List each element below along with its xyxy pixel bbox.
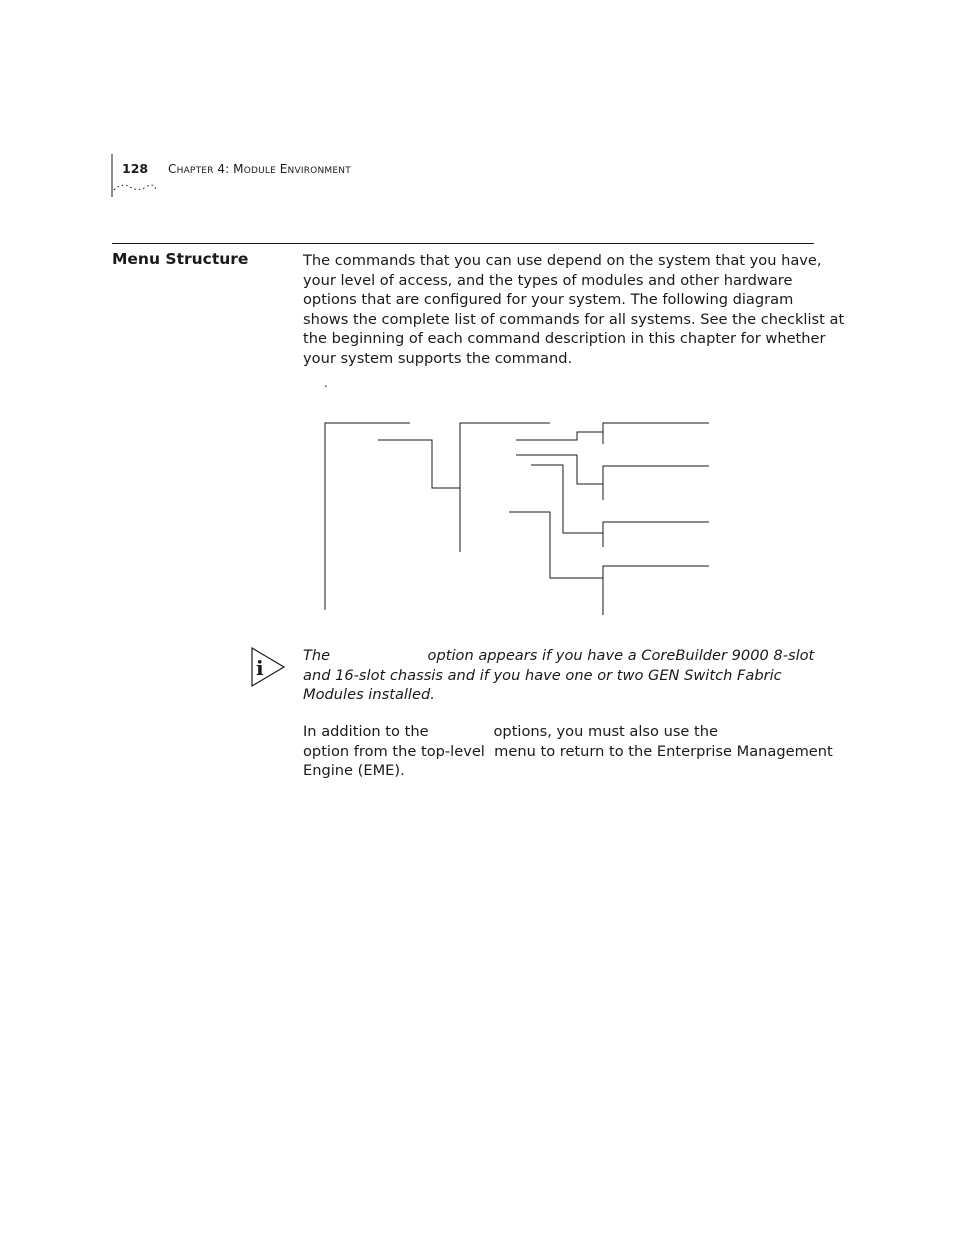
tree-connector [325, 423, 410, 610]
tree-connector [603, 466, 709, 500]
page-number: 128 [122, 161, 149, 176]
tree-connector [509, 512, 603, 578]
intro-line: The commands that you can use depend on the system that you have, [303, 252, 822, 269]
tree-connector [516, 455, 603, 484]
paragraph-line: In addition to the options, you must also use the [303, 723, 718, 740]
intro-line: the beginning of each command description in this chapter for whether [303, 330, 826, 348]
note-line: The option appears if you have a CoreBuilder 9000 8-slot [303, 647, 815, 664]
intro-line: options that are configured for your system. The following diagram [303, 291, 794, 309]
running-head: CHAPTER 4: MODULE ENVIRONMENT [168, 162, 351, 176]
diagram-dot: . [324, 376, 328, 390]
eme-paragraph [303, 722, 833, 781]
section-title: Menu Structure [112, 250, 249, 268]
intro-line: shows the complete list of commands for all systems. See the checklist at [303, 310, 845, 328]
note-line: and 16-slot chassis and if you have one or two GEN Switch Fabric [303, 666, 782, 684]
tree-connector [531, 465, 603, 533]
info-icon [250, 646, 286, 688]
paragraph-line: option from the top-level menu to return to the Enterprise Management [303, 742, 833, 760]
note-text [303, 646, 815, 705]
tree-connector [603, 423, 709, 444]
tree-connector [603, 522, 709, 547]
intro-line: your level of access, and the types of modules and other hardware [303, 271, 793, 289]
svg-text:i: i [256, 656, 264, 680]
tree-connector [460, 423, 550, 552]
tree-connector [516, 432, 603, 440]
tree-connector [378, 440, 460, 488]
intro-line: your system supports the command. [303, 349, 573, 367]
note-line: Modules installed. [303, 686, 435, 704]
paragraph-line: Engine (EME). [303, 762, 405, 780]
tree-connector [603, 566, 709, 615]
